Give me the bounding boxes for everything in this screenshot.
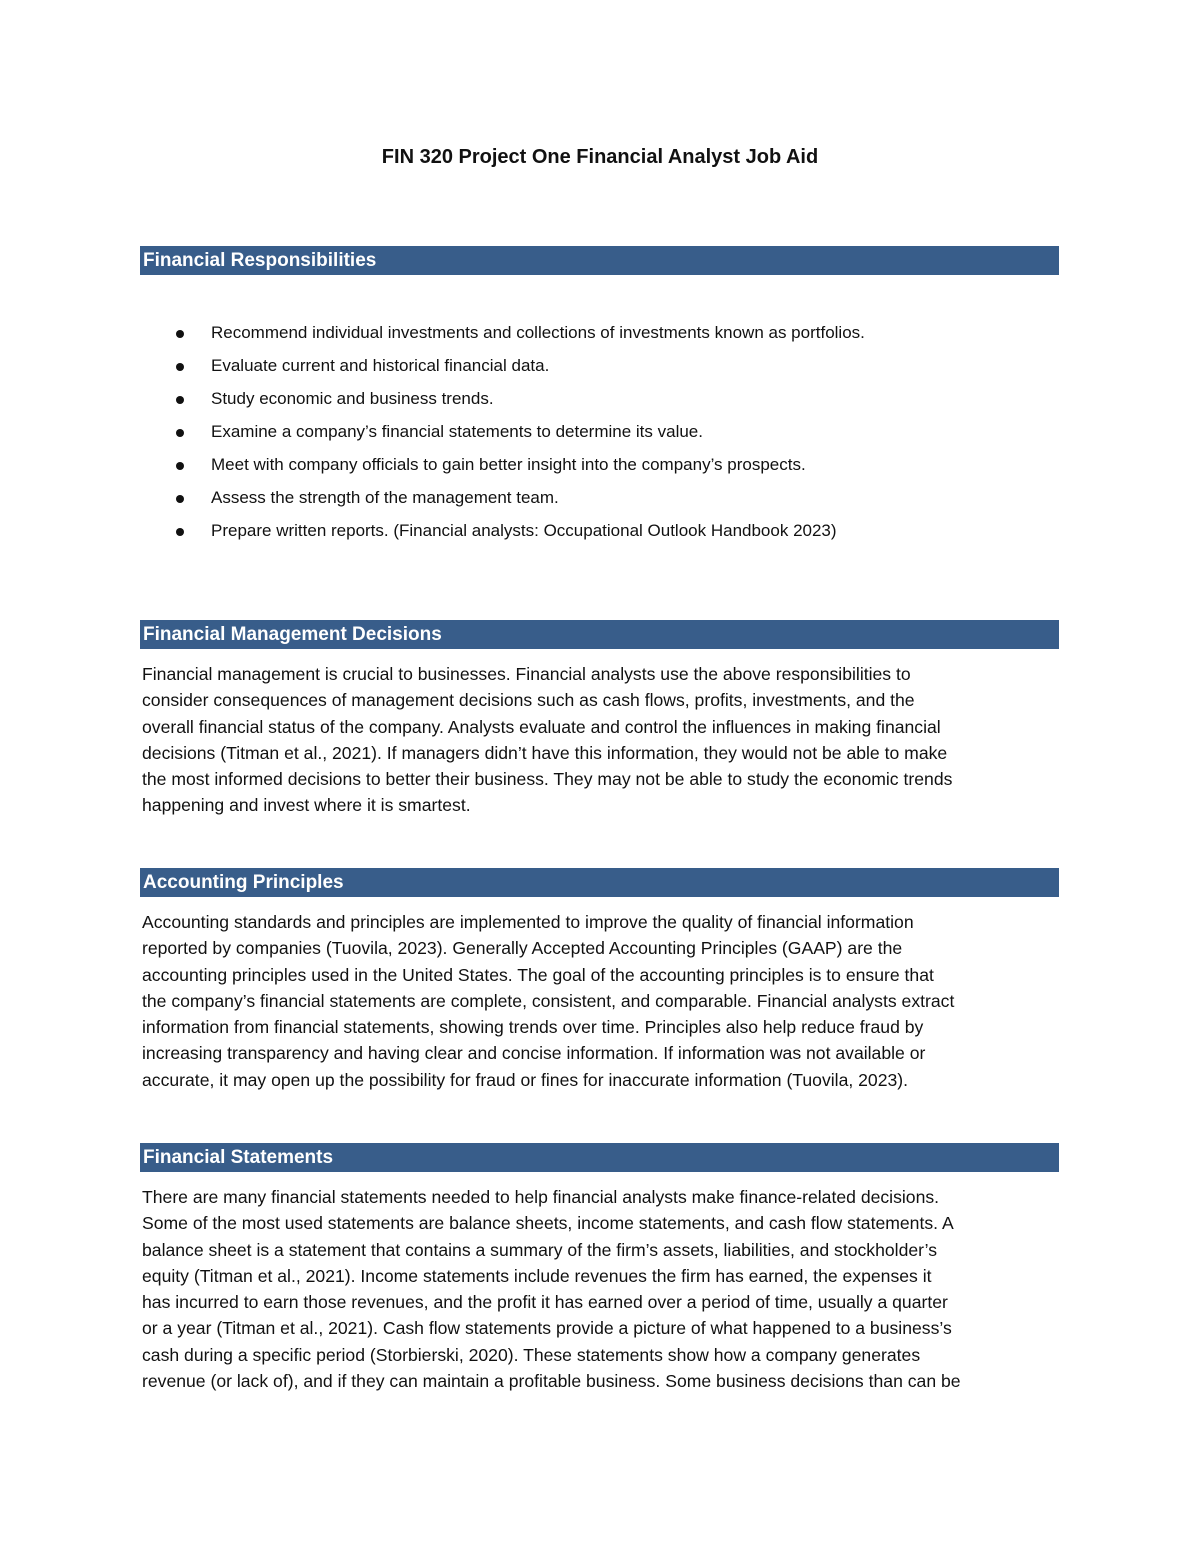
list-item: [140, 322, 1059, 355]
list-item: [140, 454, 1059, 487]
paragraph-line: accurate, it may open up the possibility for fraud or fines for inaccurate information (Tuovila, 2023).: [142, 1069, 909, 1090]
paragraph-line: equity (Titman et al., 2021). Income statements include revenues the firm has earned, the expenses it: [142, 1265, 932, 1286]
paragraph-line: the most informed decisions to better their business. They may not be able to study the economic trends: [142, 769, 953, 790]
section-heading-accounting-principles: Accounting Principles: [140, 868, 1059, 897]
paragraph-accounting-principles: [142, 909, 1062, 1093]
paragraph-line: increasing transparency and having clear and concise information. If information was not available or: [142, 1043, 926, 1064]
paragraph-line: the company’s financial statements are complete, consistent, and comparable. Financial analysts extract: [142, 990, 955, 1011]
document-title: FIN 320 Project One Financial Analyst Job Aid: [381, 146, 819, 168]
paragraph-line: Accounting standards and principles are implemented to improve the quality of financial information: [142, 912, 914, 932]
list-item-text: Study economic and business trends.: [211, 389, 494, 408]
bullet-icon: [176, 363, 184, 371]
paragraph-financial-management-decisions: [142, 661, 1062, 819]
paragraph-line: information from financial statements, showing trends over time. Principles also help reduce fraud by: [142, 1017, 924, 1038]
bullet-icon: [176, 429, 184, 437]
paragraph-line: Financial management is crucial to businesses. Financial analysts use the above responsibilities to: [142, 664, 911, 684]
list-item: [140, 421, 1059, 454]
list-item-text: Meet with company officials to gain better insight into the company’s prospects.: [211, 455, 806, 474]
paragraph-line: or a year (Titman et al., 2021). Cash flow statements provide a picture of what happened to a business’s: [142, 1318, 952, 1339]
list-item: [140, 355, 1059, 388]
bullet-icon: [176, 495, 184, 503]
bullet-icon: [176, 396, 184, 404]
section-heading-financial-statements: Financial Statements: [140, 1143, 1059, 1172]
list-item-text: Assess the strength of the management team.: [211, 488, 559, 507]
list-item-text: Recommend individual investments and collections of investments known as portfolios.: [211, 323, 865, 342]
bullet-icon: [176, 330, 184, 338]
list-item-text: Examine a company’s financial statements to determine its value.: [211, 422, 703, 441]
paragraph-line: accounting principles used in the United States. The goal of the accounting principles is to ensure that: [142, 964, 934, 985]
list-item-text: Prepare written reports. (Financial analysts: Occupational Outlook Handbook 2023): [211, 521, 837, 540]
bullet-icon: [176, 528, 184, 536]
bullet-icon: [176, 462, 184, 470]
paragraph-line: reported by companies (Tuovila, 2023). Generally Accepted Accounting Principles (GAAP) are the: [142, 938, 903, 959]
paragraph-line: overall financial status of the company. Analysts evaluate and control the influences in making financial: [142, 716, 941, 737]
list-item-text: Evaluate current and historical financial data.: [211, 356, 550, 375]
list-item: [140, 388, 1059, 421]
paragraph-line: cash during a specific period (Storbierski, 2020). These statements show how a company generates: [142, 1344, 921, 1365]
paragraph-line: decisions (Titman et al., 2021). If managers didn’t have this information, they would not be able to make: [142, 742, 948, 763]
paragraph-line: Some of the most used statements are balance sheets, income statements, and cash flow statements. A: [142, 1213, 954, 1234]
paragraph-line: has incurred to earn those revenues, and the profit it has earned over a period of time, usually a quarter: [142, 1292, 948, 1313]
paragraph-line: happening and invest where it is smartest.: [142, 795, 471, 816]
paragraph-line: There are many financial statements needed to help financial analysts make finance-related decisions.: [142, 1187, 940, 1207]
list-item: [140, 487, 1059, 520]
responsibilities-list: [140, 322, 1059, 553]
paragraph-line: consider consequences of management decisions such as cash flows, profits, investments, and the: [142, 690, 915, 711]
paragraph-line: balance sheet is a statement that contains a summary of the firm’s assets, liabilities, and stockholder’s: [142, 1239, 938, 1260]
paragraph-financial-statements: [142, 1184, 1062, 1394]
section-heading-financial-responsibilities: Financial Responsibilities: [140, 246, 1059, 275]
paragraph-line: revenue (or lack of), and if they can maintain a profitable business. Some business decisions than can be: [142, 1371, 961, 1392]
section-heading-financial-management-decisions: Financial Management Decisions: [140, 620, 1059, 649]
list-item: [140, 520, 1059, 553]
